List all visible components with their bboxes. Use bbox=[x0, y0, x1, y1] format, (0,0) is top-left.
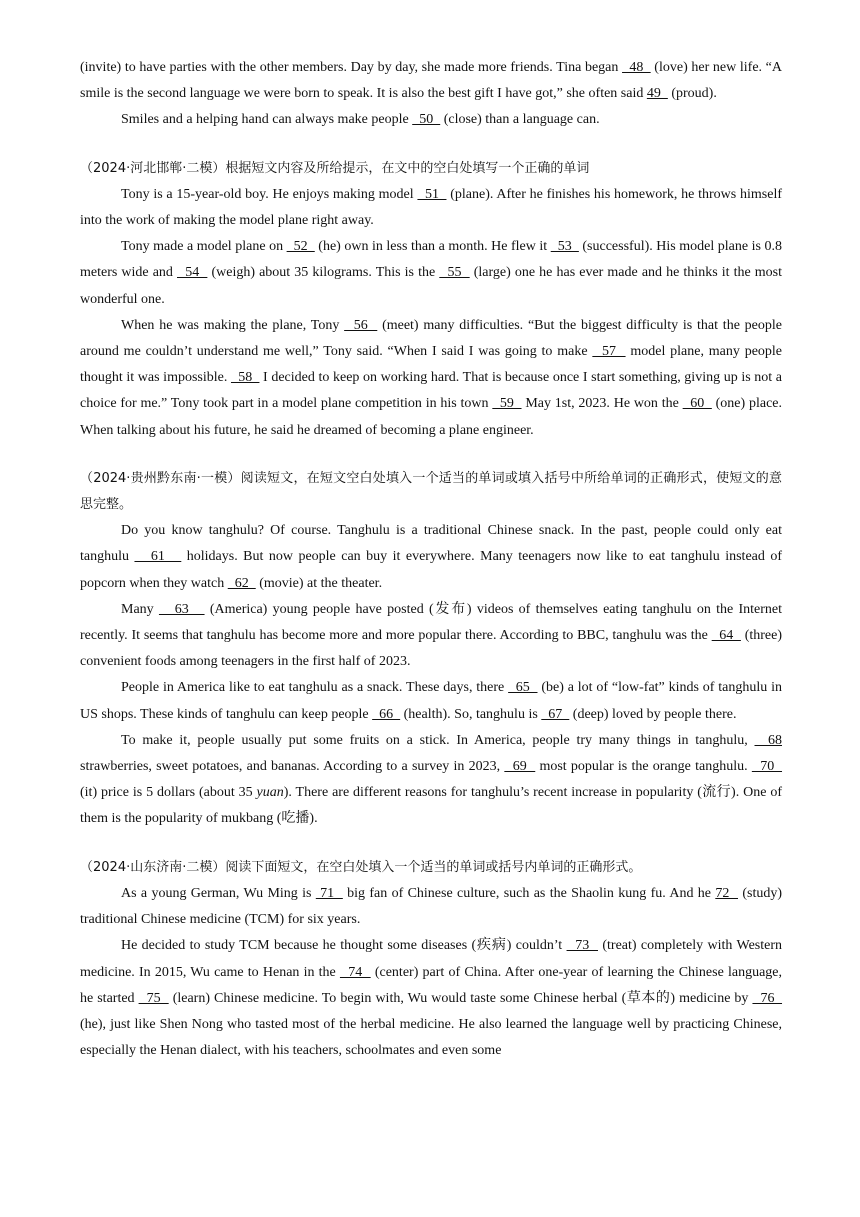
section-heading: （2024·河北邯郸·二模）根据短文内容及所给提示，在文中的空白处填写一个正确的单词 bbox=[80, 160, 590, 176]
paragraph bbox=[80, 182, 782, 234]
text: Many bbox=[121, 601, 159, 617]
paragraph bbox=[80, 675, 782, 727]
text: (treat) completely with Western medicine. In 2015, Wu came to Henan in the bbox=[80, 938, 782, 980]
text: (deep) loved by people there. bbox=[569, 706, 737, 722]
paragraph bbox=[80, 881, 782, 933]
text: strawberries, sweet potatoes, and bananas. According to a survey in 2023, bbox=[80, 759, 505, 775]
blank-65: 65 bbox=[508, 680, 538, 696]
blank-71: 71 bbox=[315, 885, 343, 901]
text: model plane, many people thought it was impossible. bbox=[80, 344, 783, 386]
text: (meet) many difficulties. “But the biggest difficulty is that the people around me couldn’t understand me well,” Tony said. “When I said I was going to make bbox=[80, 317, 783, 360]
text: (he) own in less than a month. He flew it bbox=[314, 239, 551, 255]
text: (successful). His model plane is 0.8 meters wide and bbox=[80, 239, 783, 281]
text: (one) place. When talking about his future, he said he dreamed of becoming a plane engineer. bbox=[80, 396, 782, 438]
text: May 1st, 2023. He won the bbox=[521, 396, 683, 412]
blank-53: 53 bbox=[550, 239, 579, 255]
blank-56: 56 bbox=[344, 317, 378, 333]
blank-48: 48 bbox=[622, 60, 651, 75]
italic-word: yuan bbox=[256, 785, 284, 801]
section-heading: （2024·山东济南·二模）阅读下面短文，在空白处填入一个适当的单词或括号内单词的正确形式。 bbox=[80, 859, 642, 875]
text: As a young German, Wu Ming is bbox=[121, 885, 316, 901]
text: (study) traditional Chinese medicine (TCM) for six years. bbox=[80, 885, 782, 928]
blank-62: 62 bbox=[227, 575, 256, 591]
blank-59: 59 bbox=[492, 396, 522, 412]
text: (large) one he has ever made and he thinks it the most wonderful one. bbox=[80, 265, 783, 307]
text: (proud). bbox=[667, 86, 717, 102]
text: When he was making the plane, Tony bbox=[121, 317, 345, 333]
paragraph bbox=[80, 313, 782, 444]
text: (love) her new life. “A smile is the second language we were born to speak. It is also the best gift I have got,” she often said bbox=[80, 60, 783, 102]
paragraph bbox=[80, 597, 782, 676]
blank-57: 57 bbox=[592, 344, 626, 360]
blank-50: 50 bbox=[412, 112, 441, 128]
paragraph bbox=[80, 933, 782, 1064]
blank-67: 67 bbox=[541, 706, 570, 722]
blank-68: 68 bbox=[754, 732, 782, 748]
text: (movie) at the theater. bbox=[255, 575, 383, 591]
blank-63: 63 bbox=[158, 601, 205, 617]
text: (three) convenient foods among teenagers in the first half of 2023. bbox=[80, 628, 782, 670]
text: Tony is a 15-year-old boy. He enjoys making model bbox=[121, 186, 418, 202]
blank-51: 51 bbox=[417, 186, 447, 202]
text: I decided to keep on working hard. That is because once I start something, giving up is not a choice for me.” Tony took part in a model plane competition in his town bbox=[80, 370, 782, 412]
text: big fan of Chinese culture, such as the Shaolin kung fu. And he bbox=[342, 885, 716, 901]
section-heading: （2024·贵州黔东南·一模）阅读短文，在短文空白处填入一个适当的单词或填入括号中所给单词的正确形式，使短文的意思完整。 bbox=[80, 470, 782, 513]
blank-55: 55 bbox=[439, 265, 470, 281]
text: People in America like to eat tanghulu as a snack. These days, there bbox=[121, 680, 509, 696]
text: (America) young people have posted (发布) videos of themselves eating tanghulu on the Internet recently. It seems that tanghulu has become more and more popular there. According to BBC, tanghulu was the bbox=[80, 601, 782, 644]
text: (health). So, tanghulu is bbox=[400, 706, 542, 722]
text: Smiles and a helping hand can always make people bbox=[121, 112, 413, 128]
text: (plane). After he finishes his homework, he throws himself into the work of making the model plane right away. bbox=[80, 186, 782, 229]
text: most popular is the orange tanghulu. bbox=[535, 759, 752, 775]
text: Tony made a model plane on bbox=[121, 239, 287, 255]
blank-49: 49 bbox=[646, 86, 668, 102]
text: (he), just like Shen Nong who tasted most of the herbal medicine. He also learned the language well by practicing Chinese, especially the Henan dialect, with his teachers, schoolmates and even some bbox=[80, 1016, 782, 1059]
text: Do you know tanghulu? Of course. Tanghulu is a traditional Chinese snack. In the past, people could only eat tanghulu bbox=[80, 523, 782, 565]
blank-60: 60 bbox=[682, 396, 712, 412]
blank-64: 64 bbox=[711, 628, 741, 644]
paragraph bbox=[80, 107, 782, 133]
blank-54: 54 bbox=[177, 265, 208, 281]
blank-75: 75 bbox=[138, 990, 169, 1006]
blank-61: 61 bbox=[134, 549, 182, 565]
text: (weigh) about 35 kilograms. This is the bbox=[207, 265, 440, 281]
blank-70: 70 bbox=[751, 759, 783, 775]
text: (learn) Chinese medicine. To begin with, Wu would taste some Chinese herbal (草本的) medicine by bbox=[168, 990, 753, 1006]
blank-58: 58 bbox=[230, 370, 260, 386]
paragraph bbox=[80, 518, 782, 597]
text: ). There are different reasons for tanghulu’s recent increase in popularity (流行). One of them is the popularity of mukbang (吃播). bbox=[80, 785, 782, 827]
text: (invite) to have parties with the other members. Day by day, she made more friends. Tina began bbox=[80, 60, 623, 75]
blank-73: 73 bbox=[566, 938, 598, 954]
text: holidays. But now people can buy it everywhere. Many teenagers now like to eat tanghulu instead of popcorn when they watch bbox=[80, 549, 783, 591]
paragraph bbox=[80, 55, 782, 107]
blank-52: 52 bbox=[286, 239, 315, 255]
blank-76: 76 bbox=[752, 990, 783, 1006]
text: He decided to study TCM because he thought some diseases (疾病) couldn’t bbox=[121, 938, 567, 954]
paragraph bbox=[80, 234, 782, 313]
paragraph bbox=[80, 728, 782, 833]
text: (it) price is 5 dollars (about 35 bbox=[80, 785, 257, 801]
text: (center) part of China. After one-year of learning the Chinese language, he started bbox=[80, 964, 783, 1006]
worksheet-page bbox=[80, 55, 782, 1064]
blank-69: 69 bbox=[504, 759, 536, 775]
blank-72: 72 bbox=[715, 885, 738, 901]
text: (close) than a language can. bbox=[440, 112, 600, 128]
blank-74: 74 bbox=[339, 964, 371, 980]
blank-66: 66 bbox=[372, 706, 401, 722]
text: To make it, people usually put some fruits on a stick. In America, people try many things in tanghulu, bbox=[121, 732, 755, 748]
text: (be) a lot of “low-fat” kinds of tanghulu in US shops. These kinds of tanghulu can keep people bbox=[80, 680, 783, 722]
